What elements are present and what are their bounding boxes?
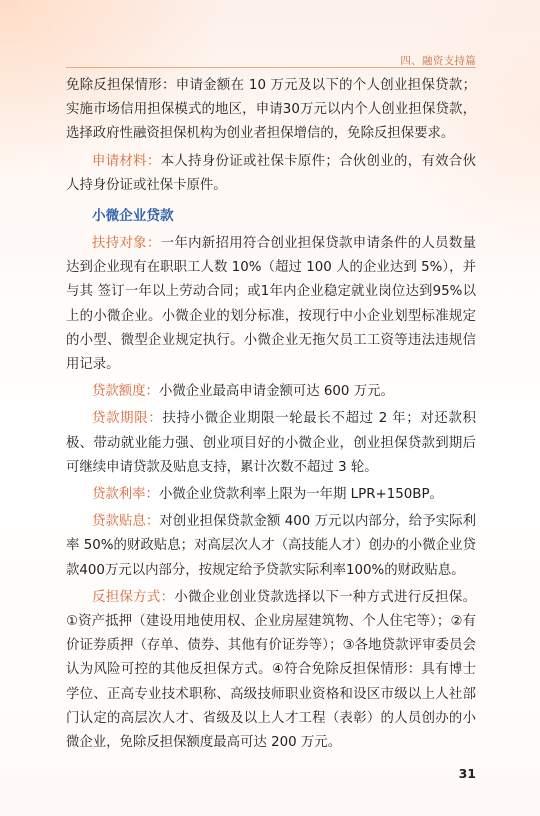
paragraph-support-target — [66, 232, 476, 377]
term-label: 贷款利率： — [92, 487, 159, 503]
paragraph-text: 小微企业贷款利率上限为一年期 LPR+150BP。 — [158, 487, 443, 503]
section-heading: 小微企业贷款 — [92, 208, 174, 225]
paragraph-text: 小微企业最高申请金额可达 600 万元。 — [158, 384, 394, 400]
term-label: 扶持对象： — [92, 236, 161, 252]
paragraph-text: 对创业担保贷款金额 400 万元以内部分，给予实际利率 50%的财政贴息；对高层次人才（高技能人才）创办的小微企业贷款400万元以内部分，按规定给予贷款实际利率100%的财政贴息。 — [66, 514, 476, 578]
paragraph-exemption — [66, 74, 476, 147]
page-number: 31 — [458, 766, 476, 781]
section-tag: 四、融资支持篇 — [400, 55, 476, 67]
paragraph-text: 免除反担保情形：申请金额在 10 万元及以下的个人创业担保贷款；实施市场信用担保模式的地区，申请30万元以内个人创业担保贷款，选择政府性融资担保机构为创业者担保增信的，免除反担保要求。 — [66, 78, 476, 142]
paragraph-text: 本人持身份证或社保卡原件；合伙创业的，有效合伙人持身份证或社保卡原件。 — [66, 153, 477, 193]
paragraph-loan-term — [66, 407, 476, 480]
term-label: 贷款额度： — [92, 384, 159, 400]
paragraph-text: 扶持小微企业期限一轮最长不超过 2 年；对还款积极、带动就业能力强、创业项目好的小微企业，创业担保贷款到期后可继续申请贷款及贴息支持，累计次数不超过 3 轮。 — [66, 411, 477, 475]
paragraph-loan-rate — [66, 483, 476, 507]
paragraph-text: 小微企业创业贷款选择以下一种方式进行反担保。①资产抵押（建设用地使用权、企业房屋建筑物、个人住宅等）；②有价证券质押（存单、债券、其他有价证券等）；③各地贷款评审委员会认为风险可控的其他反担保方式。④符合免除反担保情形：具有博士学位、正高专业技术职称、高级技师职业资格和设区市级以上人社部门认定的高层次人才、省级及以上人才工程（表彰）的人员创办的小微企业，免除反担保额度最高可达 200 万元。 — [66, 589, 477, 751]
paragraph-interest-subsidy — [66, 510, 476, 583]
paragraph-application-materials — [66, 150, 476, 198]
page-content — [66, 74, 476, 755]
term-label: 贷款贴息： — [92, 514, 160, 530]
term-label: 贷款期限： — [92, 411, 163, 427]
paragraph-text: 一年内新招用符合创业担保贷款申请条件的人员数量 达到企业现有在职职工人数 10%（超过 100 人的企业达到 5%），并与其 签订一年以上劳动合同；或1年内企业稳定就业岗位达到95%以上的小微企业。小微企业的划分标准，按现行中小企业划型标准规定的小型、微型企业规定执行。小微企业无拖欠员工工资等违法违规信用记录。 — [66, 236, 477, 373]
term-label: 申请材料： — [92, 153, 161, 169]
paragraph-counter-guarantee — [66, 586, 476, 755]
term-label: 反担保方式： — [92, 589, 175, 605]
paragraph-loan-amount — [66, 380, 476, 404]
